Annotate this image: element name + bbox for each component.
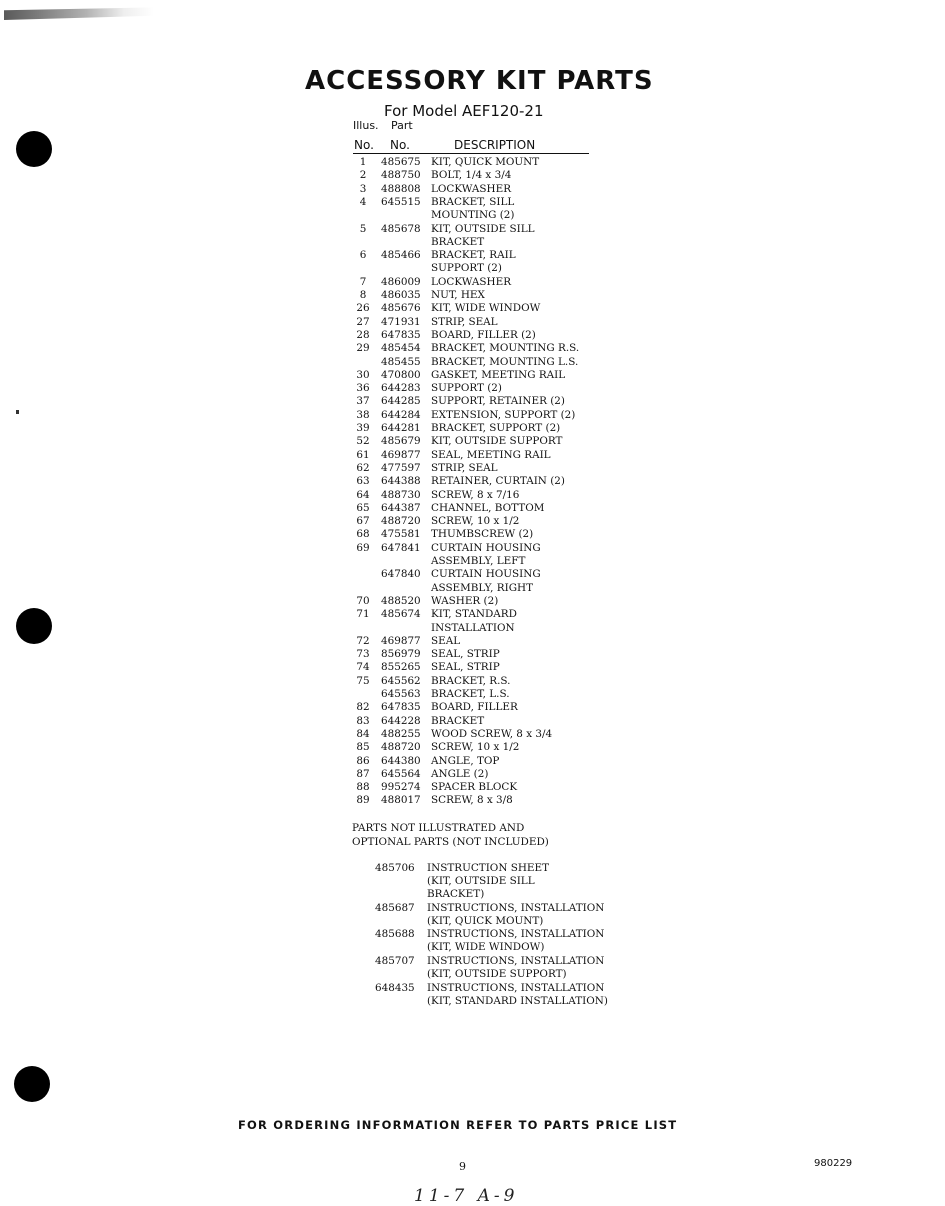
header-part-label: Part: [391, 119, 413, 132]
part-no: 647835: [381, 701, 421, 714]
illus-no: 69: [356, 541, 370, 554]
illus-no: 30: [356, 368, 370, 381]
part-no: 485676: [381, 302, 421, 315]
part-no: 488720: [381, 741, 421, 754]
part-no: 644387: [381, 501, 421, 514]
illus-no: 2: [359, 169, 367, 182]
part-description: BOLT, 1/4 x 3/4: [431, 169, 512, 182]
part-no: 856979: [381, 648, 421, 661]
part-no: 645564: [381, 767, 421, 780]
illus-no: 68: [356, 528, 370, 541]
part-description: BRACKET: [431, 235, 485, 248]
part-no: 485454: [381, 342, 421, 355]
illus-no: 4: [359, 195, 367, 208]
part-description: LOCKWASHER: [431, 275, 512, 288]
part-no: 644388: [381, 475, 421, 488]
part-description: SCREW, 10 x 1/2: [431, 741, 520, 754]
illus-no: 36: [356, 382, 370, 395]
part-description: SUPPORT (2): [431, 262, 502, 275]
part-no: 488520: [381, 594, 421, 607]
part-no: 488017: [381, 794, 421, 807]
part-description: INSTRUCTIONS, INSTALLATION: [427, 982, 605, 994]
illus-no: 70: [356, 594, 370, 607]
illus-no: 6: [359, 249, 367, 262]
binder-hole-top: [16, 131, 52, 167]
part-description: BRACKET, MOUNTING L.S.: [431, 355, 579, 368]
part-description: STRIP, SEAL: [431, 315, 498, 328]
part-no: 488808: [381, 182, 421, 195]
part-description: BRACKET, R.S.: [431, 674, 511, 687]
illus-no: 28: [356, 328, 370, 341]
part-no: 485679: [381, 435, 421, 448]
not-illustrated-heading-line2: OPTIONAL PARTS (NOT INCLUDED): [352, 835, 549, 848]
illus-no: 38: [356, 408, 370, 421]
part-description: BRACKET: [431, 714, 485, 727]
illus-no: 85: [356, 741, 370, 754]
part-no: 647841: [381, 541, 421, 554]
part-description: SEAL, MEETING RAIL: [431, 448, 551, 461]
part-description: SEAL, STRIP: [431, 648, 500, 661]
header-description-label: DESCRIPTION: [454, 138, 536, 152]
illus-no: 3: [359, 182, 367, 195]
illus-no: 39: [356, 422, 370, 434]
page-number: 9: [459, 1160, 466, 1173]
illus-no: 26: [356, 302, 370, 315]
part-no: 855265: [381, 661, 421, 674]
not-illustrated-heading: PARTS NOT ILLUSTRATED AND: [352, 822, 525, 834]
part-description: BRACKET, L.S.: [431, 688, 510, 700]
part-description: BRACKET, MOUNTING R.S.: [431, 342, 580, 355]
illus-no: 1: [359, 156, 367, 168]
part-description: KIT, OUTSIDE SUPPORT: [431, 435, 563, 448]
illus-no: 74: [356, 661, 370, 674]
part-no: 486009: [381, 275, 421, 288]
part-description: SPACER BLOCK: [431, 781, 518, 794]
part-no: 488720: [381, 515, 421, 528]
part-description: KIT, OUTSIDE SILL: [431, 222, 535, 235]
part-no: 471931: [381, 315, 421, 328]
part-description: MOUNTING (2): [431, 209, 515, 222]
illus-no: 86: [356, 754, 370, 767]
part-description: WOOD SCREW, 8 x 3/4: [431, 727, 553, 740]
part-description: BRACKET): [427, 888, 485, 901]
part-no: 469877: [381, 448, 421, 461]
part-no: 488750: [381, 169, 421, 182]
binder-hole-middle: [16, 608, 52, 644]
part-no: 648435: [375, 982, 415, 994]
part-no: 485688: [375, 928, 415, 940]
part-description: INSTALLATION: [431, 621, 515, 634]
illus-no: 83: [356, 714, 370, 727]
part-no: 485706: [375, 862, 415, 874]
part-no: 645515: [381, 195, 421, 208]
document-code: 980229: [814, 1158, 853, 1169]
part-no: 488730: [381, 488, 421, 501]
part-no: 995274: [381, 781, 421, 794]
illus-no: 37: [356, 395, 370, 408]
part-description: (KIT, WIDE WINDOW): [427, 941, 545, 954]
part-no: 644228: [381, 714, 421, 727]
part-description: SEAL, STRIP: [431, 661, 500, 674]
illus-no: 5: [359, 222, 367, 235]
illus-no: 82: [356, 701, 370, 714]
part-no: 644284: [381, 408, 421, 421]
illus-no: 72: [356, 634, 370, 647]
illus-no: 27: [356, 315, 370, 328]
part-no: 488255: [381, 727, 421, 740]
part-description: BRACKET, SILL: [431, 195, 515, 208]
part-no: 469877: [381, 634, 421, 647]
header-no-label: No.: [354, 138, 374, 152]
part-no: 485687: [375, 902, 415, 914]
part-no: 485466: [381, 249, 421, 262]
part-no: 644380: [381, 754, 421, 767]
part-description: INSTRUCTION SHEET: [427, 862, 550, 874]
part-no: 477597: [381, 461, 421, 474]
binder-hole-bottom: [14, 1066, 50, 1102]
part-no: 485678: [381, 222, 421, 235]
part-description: KIT, STANDARD: [431, 608, 517, 621]
part-description: CURTAIN HOUSING: [431, 541, 541, 554]
part-description: SUPPORT (2): [431, 382, 502, 395]
ordering-footer: FOR ORDERING INFORMATION REFER TO PARTS PRICE LIST: [238, 1118, 678, 1132]
part-no: 644281: [381, 422, 421, 434]
header-rule: [353, 153, 589, 154]
part-no: 475581: [381, 528, 421, 541]
part-description: EXTENSION, SUPPORT (2): [431, 408, 576, 421]
part-description: (KIT, OUTSIDE SILL: [427, 875, 535, 888]
illus-no: 67: [356, 515, 370, 528]
part-description: SUPPORT, RETAINER (2): [431, 395, 565, 408]
part-description: CURTAIN HOUSING: [431, 568, 541, 581]
part-description: SEAL: [431, 634, 461, 647]
part-description: ASSEMBLY, RIGHT: [431, 581, 533, 594]
part-no: 485707: [375, 955, 415, 967]
part-description: (KIT, QUICK MOUNT): [427, 915, 544, 928]
illus-no: 88: [356, 781, 370, 794]
illus-no: 75: [356, 674, 370, 687]
part-description: STRIP, SEAL: [431, 461, 498, 474]
header-part-no-label: No.: [390, 138, 410, 152]
part-no: 647840: [381, 568, 421, 581]
illus-no: 61: [356, 448, 370, 461]
scan-speck: [16, 410, 19, 414]
part-description: RETAINER, CURTAIN (2): [431, 475, 565, 488]
illus-no: 7: [359, 275, 367, 288]
part-description: ANGLE, TOP: [431, 754, 500, 767]
illus-no: 64: [356, 488, 370, 501]
part-description: ANGLE (2): [431, 767, 489, 780]
illus-no: 71: [356, 608, 370, 621]
illus-no: 52: [356, 435, 370, 448]
part-no: 485455: [381, 355, 421, 368]
part-description: (KIT, STANDARD INSTALLATION): [427, 995, 608, 1008]
part-no: 470800: [381, 368, 421, 381]
illus-no: 89: [356, 794, 370, 807]
illus-no: 29: [356, 342, 370, 355]
part-description: INSTRUCTIONS, INSTALLATION: [427, 902, 605, 914]
part-description: SCREW, 10 x 1/2: [431, 515, 520, 528]
part-description: ASSEMBLY, LEFT: [431, 555, 526, 567]
part-description: SCREW, 8 x 7/16: [431, 488, 520, 501]
part-description: BRACKET, RAIL: [431, 249, 516, 262]
part-no: 647835: [381, 328, 421, 341]
illus-no: 62: [356, 461, 370, 474]
part-description: BOARD, FILLER: [431, 701, 518, 714]
page-title: ACCESSORY KIT PARTS: [305, 66, 654, 96]
handwritten-note: 11-7 A-9: [414, 1186, 519, 1206]
illus-no: 87: [356, 767, 370, 780]
part-description: CHANNEL, BOTTOM: [431, 501, 545, 514]
illus-no: 84: [356, 727, 370, 740]
part-description: GASKET, MEETING RAIL: [431, 368, 566, 381]
part-description: LOCKWASHER: [431, 182, 512, 195]
part-no: 645563: [381, 688, 421, 700]
part-description: INSTRUCTIONS, INSTALLATION: [427, 955, 605, 967]
scan-artifact: [4, 6, 154, 20]
part-no: 644283: [381, 382, 421, 395]
part-description: SCREW, 8 x 3/8: [431, 794, 513, 807]
model-subtitle: For Model AEF120-21: [384, 102, 544, 120]
part-no: 486035: [381, 289, 421, 301]
part-description: THUMBSCREW (2): [431, 528, 534, 541]
part-description: INSTRUCTIONS, INSTALLATION: [427, 928, 605, 940]
part-description: BRACKET, SUPPORT (2): [431, 422, 561, 434]
illus-no: 8: [359, 289, 367, 301]
header-illus-label: Illus.: [353, 119, 379, 132]
part-description: WASHER (2): [431, 594, 499, 607]
part-description: (KIT, OUTSIDE SUPPORT): [427, 968, 567, 981]
part-description: BOARD, FILLER (2): [431, 328, 536, 341]
part-no: 485674: [381, 608, 421, 621]
illus-no: 73: [356, 648, 370, 661]
part-description: NUT, HEX: [431, 289, 485, 301]
illus-no: 65: [356, 501, 370, 514]
part-no: 644285: [381, 395, 421, 408]
part-description: KIT, QUICK MOUNT: [431, 156, 540, 168]
part-description: KIT, WIDE WINDOW: [431, 302, 541, 315]
part-no: 645562: [381, 674, 421, 687]
illus-no: 63: [356, 475, 370, 488]
part-no: 485675: [381, 156, 421, 168]
